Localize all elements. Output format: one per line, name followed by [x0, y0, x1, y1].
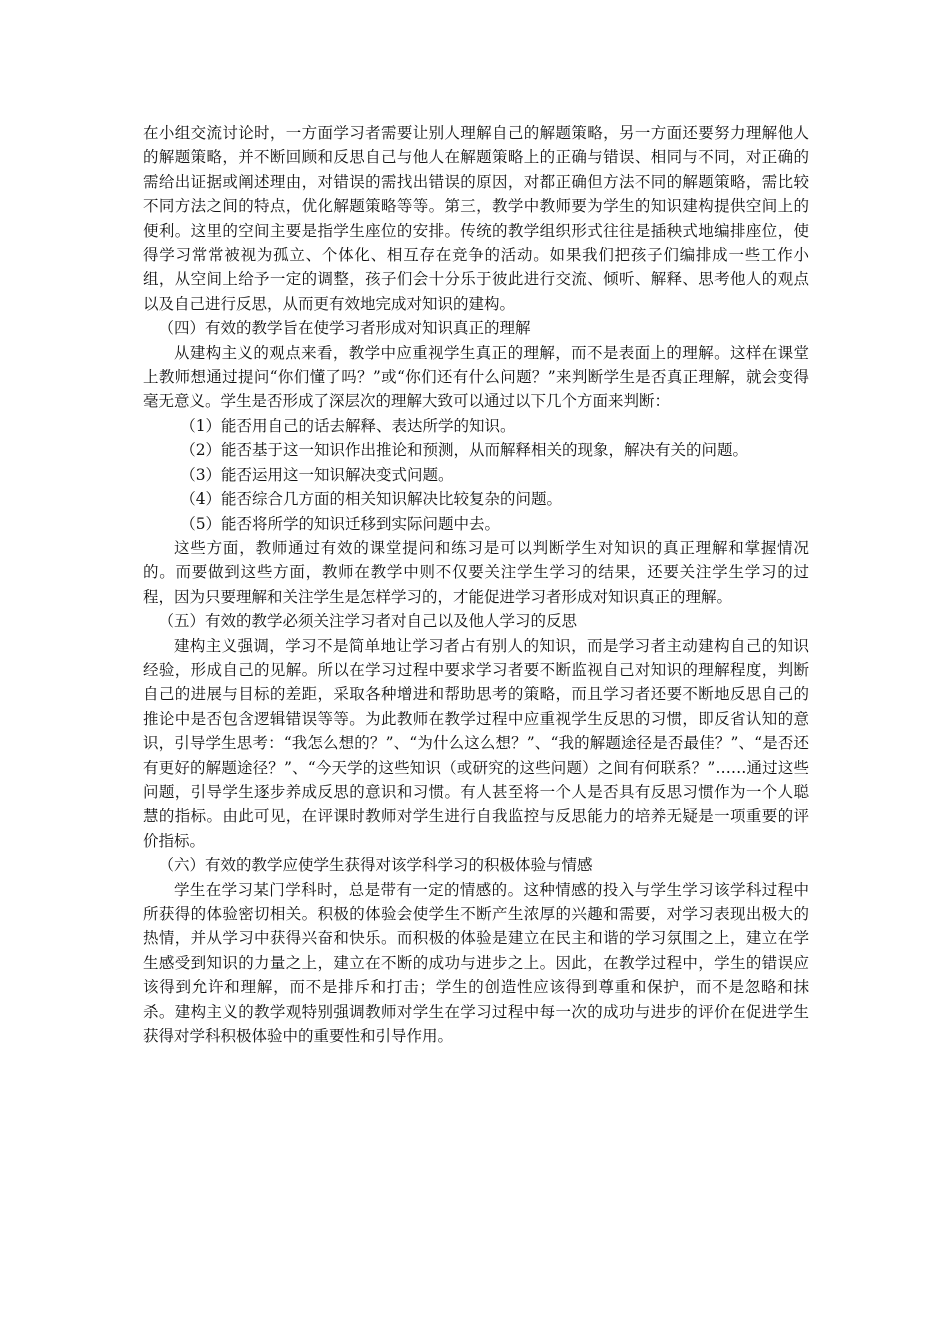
document-body [143, 121, 809, 1048]
body-paragraph: 这些方面，教师通过有效的课堂提问和练习是可以判断学生对知识的真正理解和掌握情况的。而要做到这些方面，教师在教学中则不仅要关注学生学习的结果，还要关注学生学习的过程，因为只要理解和关注学生是怎样学习的，才能促进学习者形成对知识真正的理解。 [143, 538, 809, 606]
body-paragraph: 从建构主义的观点来看，教学中应重视学生真正的理解，而不是表面上的理解。这样在课堂上教师想通过提问“你们懂了吗？”或“你们还有什么问题？”来判断学生是否真正理解，就会变得毫无意义。学生是否形成了深层次的理解大致可以通过以下几个方面来判断： [143, 343, 809, 411]
section-heading-5: （五）有效的教学必须关注学习者对自己以及他人学习的反思 [158, 612, 578, 631]
list-item: （1）能否用自己的话去解释、表达所学的知识。 [180, 416, 516, 435]
list-item: （5）能否将所学的知识迁移到实际问题中去。 [180, 514, 501, 533]
body-paragraph: 在小组交流讨论时，一方面学习者需要让别人理解自己的解题策略，另一方面还要努力理解他人的解题策略，并不断回顾和反思自己与他人在解题策略上的正确与错误、相同与不同，对正确的需给出证据或阐述理由，对错误的需找出错误的原因，对都正确但方法不同的解题策略，需比较不同方法之间的特点，优化解题策略等等。第三，教学中教师要为学生的知识建构提供空间上的便利。这里的空间主要是指学生座位的安排。传统的教学组织形式往往是插秧式地编排座位，使得学习常常被视为孤立、个体化、相互存在竞争的活动。如果我们把孩子们编排成一些工作小组，从空间上给予一定的调整，孩子们会十分乐于彼此进行交流、倾听、解释、思考他人的观点以及自己进行反思，从而更有效地完成对知识的建构。 [143, 124, 809, 313]
list-item: （2）能否基于这一知识作出推论和预测，从而解释相关的现象，解决有关的问题。 [180, 441, 749, 460]
section-heading-4: （四）有效的教学旨在使学习者形成对知识真正的理解 [158, 319, 531, 338]
list-item: （4）能否综合几方面的相关知识解决比较复杂的问题。 [180, 490, 563, 509]
section-heading-6: （六）有效的教学应使学生获得对该学科学习的积极体验与情感 [158, 856, 593, 875]
body-paragraph: 学生在学习某门学科时，总是带有一定的情感的。这种情感的投入与学生学习该学科过程中所获得的体验密切相关。积极的体验会使学生不断产生浓厚的兴趣和需要，对学习表现出极大的热情，并从学习中获得兴奋和快乐。而积极的体验是建立在民主和谐的学习氛围之上，建立在学生感受到知识的力量之上，建立在不断的成功与进步之上。因此，在教学过程中，学生的错误应该得到允许和理解，而不是排斥和打击；学生的创造性应该得到尊重和保护，而不是忽略和抹杀。建构主义的教学观特别强调教师对学生在学习过程中每一次的成功与进步的评价在促进学生获得对学科积极体验中的重要性和引导作用。 [143, 880, 809, 1046]
list-item: （3）能否运用这一知识解决变式问题。 [180, 465, 454, 484]
body-paragraph: 建构主义强调，学习不是简单地让学习者占有别人的知识，而是学习者主动建构自己的知识经验，形成自己的见解。所以在学习过程中要求学习者要不断监视自己对知识的理解程度，判断自己的进展与目标的差距，采取各种增进和帮助思考的策略，而且学习者还要不断地反思自己的推论中是否包含逻辑错误等等。为此教师在教学过程中应重视学生反思的习惯，即反省认知的意识，引导学生思考：“我怎么想的？”、“为什么这么想？”、“我的解题途径是否最佳？”、“是否还有更好的解题途径？”、“今天学的这些知识（或研究的这些问题）之间有何联系？”……通过这些问题，引导学生逐步养成反思的意识和习惯。有人甚至将一个人是否具有反思习惯作为一个人聪慧的指标。由此可见，在评课时教师对学生进行自我监控与反思能力的培养无疑是一项重要的评价指标。 [143, 636, 809, 850]
